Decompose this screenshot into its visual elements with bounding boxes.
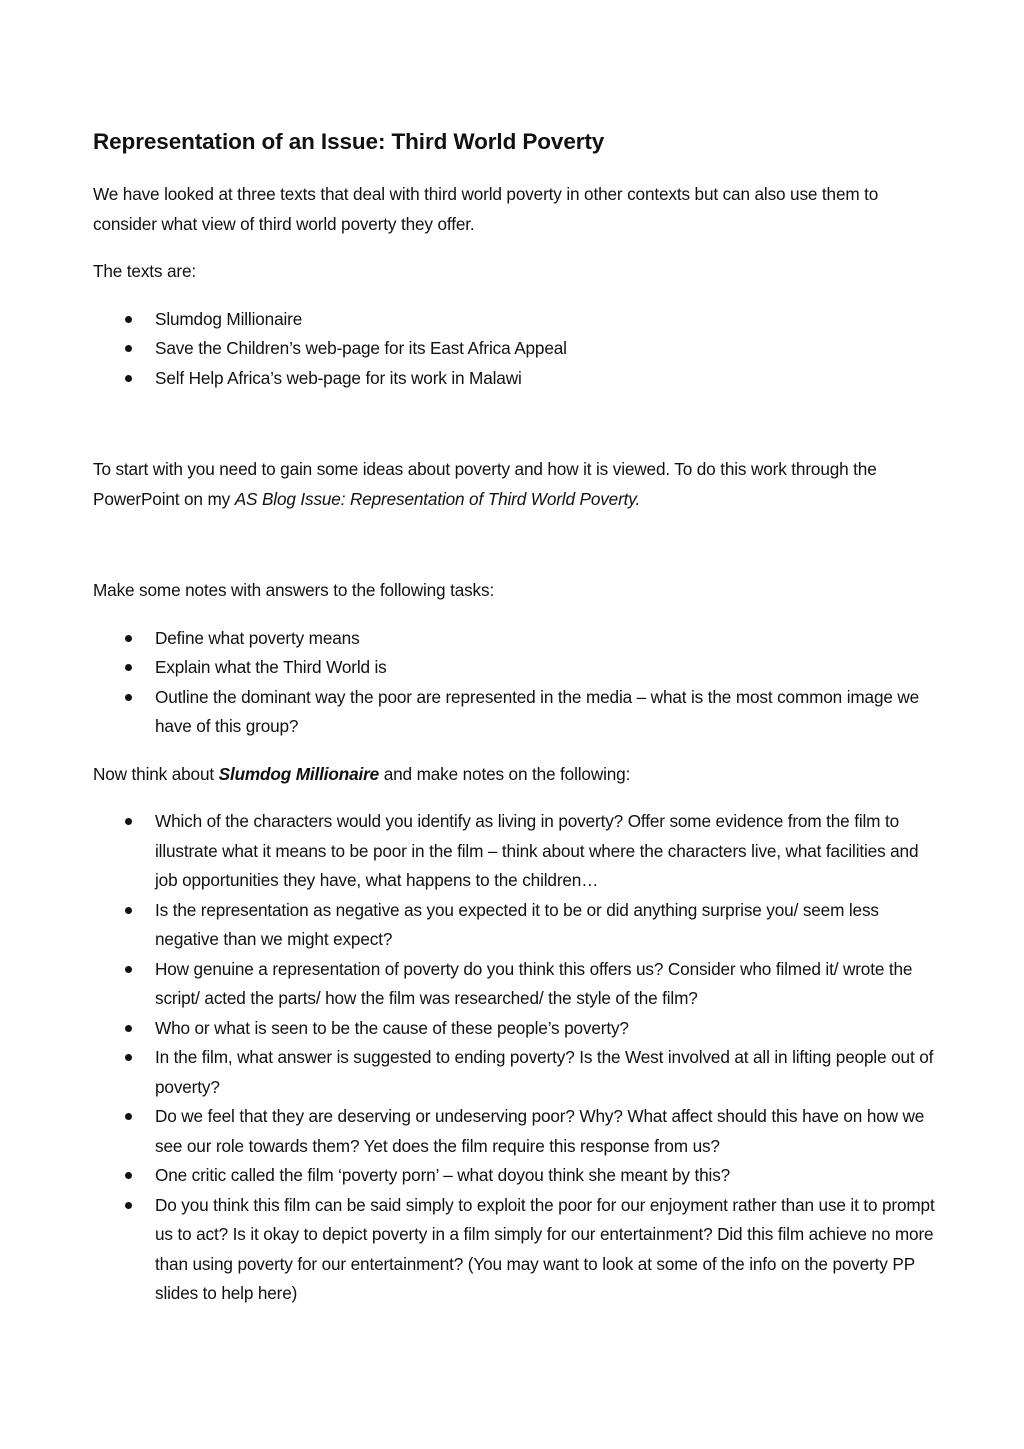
bullet-icon <box>125 1025 132 1032</box>
list-item: Define what poverty means <box>93 624 935 654</box>
list-item: Save the Children’s web-page for its East Africa Appeal <box>93 334 935 364</box>
bullet-icon <box>125 1113 132 1120</box>
list-item: Outline the dominant way the poor are represented in the media – what is the most common image we have of this group? <box>93 683 935 742</box>
list-item: Do you think this film can be said simply to exploit the poor for our enjoyment rather than use it to prompt us to act? Is it okay to depict poverty in a film simply for our entertainment? Did this film achieve no more than using poverty for our entertainment? (You may want to look at some of the info on the poverty PP slides to help here) <box>93 1191 935 1309</box>
list-item: Slumdog Millionaire <box>93 305 935 335</box>
bullet-icon <box>125 316 132 323</box>
list-item: One critic called the film ‘poverty porn’ – what doyou think she meant by this? <box>93 1161 935 1191</box>
list-item: Which of the characters would you identify as living in poverty? Offer some evidence from the film to illustrate what it means to be poor in the film – think about where the characters live, what facilities and job opportunities they have, what happens to the children… <box>93 807 935 896</box>
bullet-icon <box>125 345 132 352</box>
notes-label: Make some notes with answers to the following tasks: <box>93 580 495 600</box>
page-title: Representation of an Issue: Third World Poverty <box>93 129 605 154</box>
document-page <box>93 126 935 1327</box>
bullet-icon <box>125 966 132 973</box>
list-item: In the film, what answer is suggested to ending poverty? Is the West involved at all in lifting people out of poverty? <box>93 1043 935 1102</box>
list-item: Who or what is seen to be the cause of these people’s poverty? <box>93 1014 935 1044</box>
bullet-icon <box>125 818 132 825</box>
list-item: Explain what the Third World is <box>93 653 935 683</box>
slumdog-paragraph: Now think about Slumdog Millionaire and make notes on the following: <box>93 763 631 784</box>
texts-list <box>93 305 935 394</box>
bullet-icon <box>125 1054 132 1061</box>
bullet-icon <box>125 635 132 642</box>
film-title: Slumdog Millionaire <box>218 763 380 784</box>
bullet-icon <box>125 907 132 914</box>
bullet-icon <box>125 1172 132 1179</box>
blog-reference: AS Blog Issue: Representation of Third World Poverty. <box>234 488 641 509</box>
bullet-icon <box>125 694 132 701</box>
start-paragraph: To start with you need to gain some ideas about poverty and how it is viewed. To do this work through the PowerPoint on my AS Blog Issue: Representation of Third World Poverty. <box>93 459 877 509</box>
texts-label: The texts are: <box>93 261 196 281</box>
bullet-icon <box>125 664 132 671</box>
list-item: Self Help Africa’s web-page for its work in Malawi <box>93 364 935 394</box>
list-item: Is the representation as negative as you expected it to be or did anything surprise you/ seem less negative than we might expect? <box>93 896 935 955</box>
intro-paragraph: We have looked at three texts that deal with third world poverty in other contexts but can also use them to consider what view of third world poverty they offer. <box>93 184 879 234</box>
questions-list <box>93 807 935 1309</box>
list-item: How genuine a representation of poverty do you think this offers us? Consider who filmed it/ wrote the script/ acted the parts/ how the film was researched/ the style of the film? <box>93 955 935 1014</box>
bullet-icon <box>125 375 132 382</box>
bullet-icon <box>125 1202 132 1209</box>
tasks-list <box>93 624 935 742</box>
list-item: Do we feel that they are deserving or undeserving poor? Why? What affect should this have on how we see our role towards them? Yet does the film require this response from us? <box>93 1102 935 1161</box>
